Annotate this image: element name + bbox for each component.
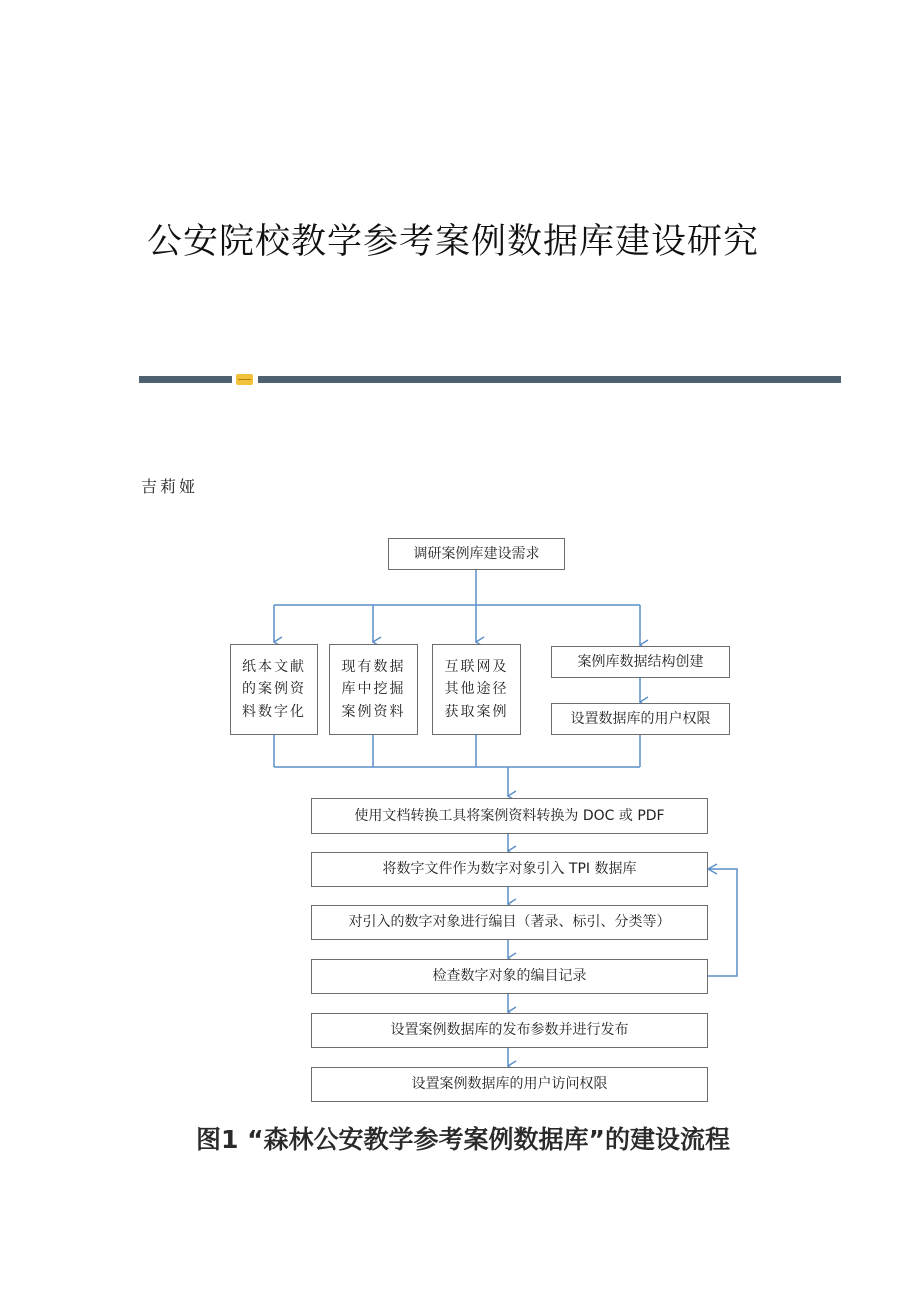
document-title: 公安院校教学参考案例数据库建设研究 [147, 222, 760, 262]
flow-node-access-permissions: 设置案例数据库的用户访问权限 [311, 1067, 708, 1102]
flow-node-check-records: 检查数字对象的编目记录 [311, 959, 708, 994]
flow-node-publish: 设置案例数据库的发布参数并进行发布 [311, 1013, 708, 1048]
flow-node-catalog-objects: 对引入的数字对象进行编目（著录、标引、分类等） [311, 905, 708, 940]
flow-node-paper-digitization: 纸本文献 的案例资 料数字化 [230, 644, 318, 735]
flow-node-internet-sources: 互联网及 其他途径 获取案例 [432, 644, 521, 735]
flow-node-database-mining: 现有数据 库中挖掘 案例资料 [329, 644, 418, 735]
author-name: 吉莉娅 [141, 477, 199, 496]
flow-node-create-structure: 案例库数据结构创建 [551, 646, 730, 678]
figure-caption: 图1 “森林公安教学参考案例数据库”的建设流程 [196, 1125, 730, 1154]
feedback-loop-arrow [707, 869, 737, 976]
flow-node-set-user-permissions: 设置数据库的用户权限 [551, 703, 730, 735]
flow-node-convert-documents: 使用文档转换工具将案例资料转换为 DOC 或 PDF [311, 798, 708, 834]
flow-node-import-objects: 将数字文件作为数字对象引入 TPI 数据库 [311, 852, 708, 887]
flow-node-survey-needs: 调研案例库建设需求 [388, 538, 565, 570]
